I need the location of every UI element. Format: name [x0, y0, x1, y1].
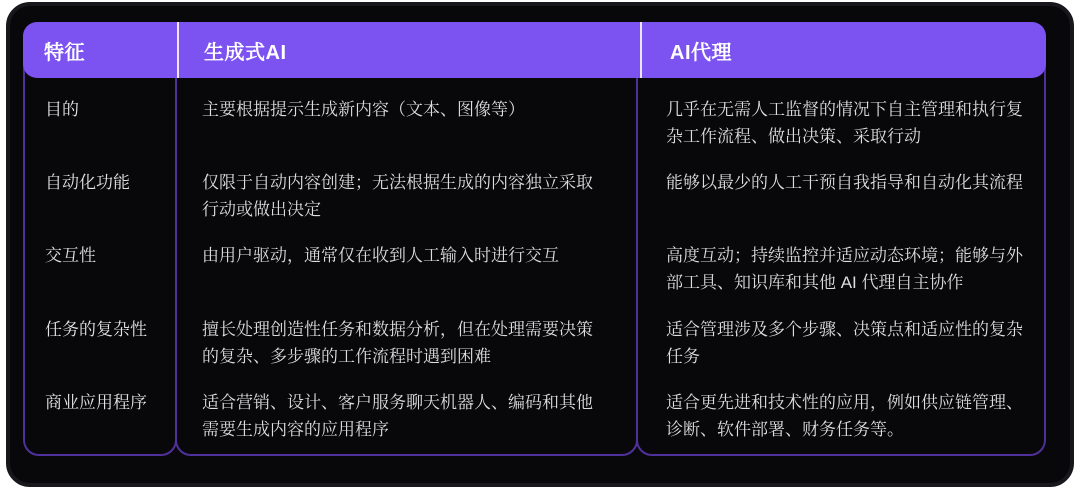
generative-ai-task-complexity-cell: 擅长处理创造性任务和数据分析，但在处理需要决策的复杂、多步骤的工作流程时遇到困难: [202, 319, 593, 366]
generative-ai-automation-cell: 仅限于自动内容创建；无法根据生成的内容独立采取行动或做出决定: [202, 173, 593, 220]
column-ai-agents: [636, 40, 1046, 456]
feature-label-task-complexity: 任务的复杂性: [45, 319, 147, 339]
column-generative-ai: [175, 40, 638, 456]
ai-agent-business-apps-cell: 适合更先进和技术性的应用，例如供应链管理、诊断、软件部署、财务任务等。: [666, 392, 1023, 439]
feature-label-automation: 自动化功能: [45, 173, 130, 193]
header-cell-ai-agent: AI代理: [640, 22, 1046, 78]
header-cell-feature: 特征: [44, 41, 85, 64]
ai-agent-purpose-cell: 几乎在无需人工监督的情况下自主管理和执行复杂工作流程、做出决策、采取行动: [666, 100, 1023, 146]
table-body: [23, 40, 1046, 456]
header-cell-generative-ai: 生成式AI: [177, 22, 640, 78]
ai-agent-interactivity-cell: 高度互动；持续监控并适应动态环境；能够与外部工具、知识库和其他 AI 代理自主协作: [666, 246, 1023, 293]
feature-label-business-apps: 商业应用程序: [45, 392, 147, 412]
ai-agent-task-complexity-cell: 适合管理涉及多个步骤、决策点和适应性的复杂任务: [666, 319, 1023, 366]
feature-label-interactivity: 交互性: [45, 246, 96, 266]
table-header: [23, 22, 1046, 78]
generative-ai-purpose-cell: 主要根据提示生成新内容（文本、图像等）: [202, 100, 525, 119]
ai-agent-automation-cell: 能够以最少的人工干预自我指导和自动化其流程: [666, 173, 1023, 193]
comparison-panel: [6, 2, 1074, 487]
generative-ai-business-apps-cell: 适合营销、设计、客户服务聊天机器人、编码和其他需要生成内容的应用程序: [202, 392, 593, 439]
generative-ai-interactivity-cell: 由用户驱动，通常仅在收到人工输入时进行交互: [202, 246, 559, 266]
column-features: [23, 40, 177, 456]
feature-label-purpose: 目的: [45, 100, 79, 119]
comparison-table: [23, 22, 1046, 456]
